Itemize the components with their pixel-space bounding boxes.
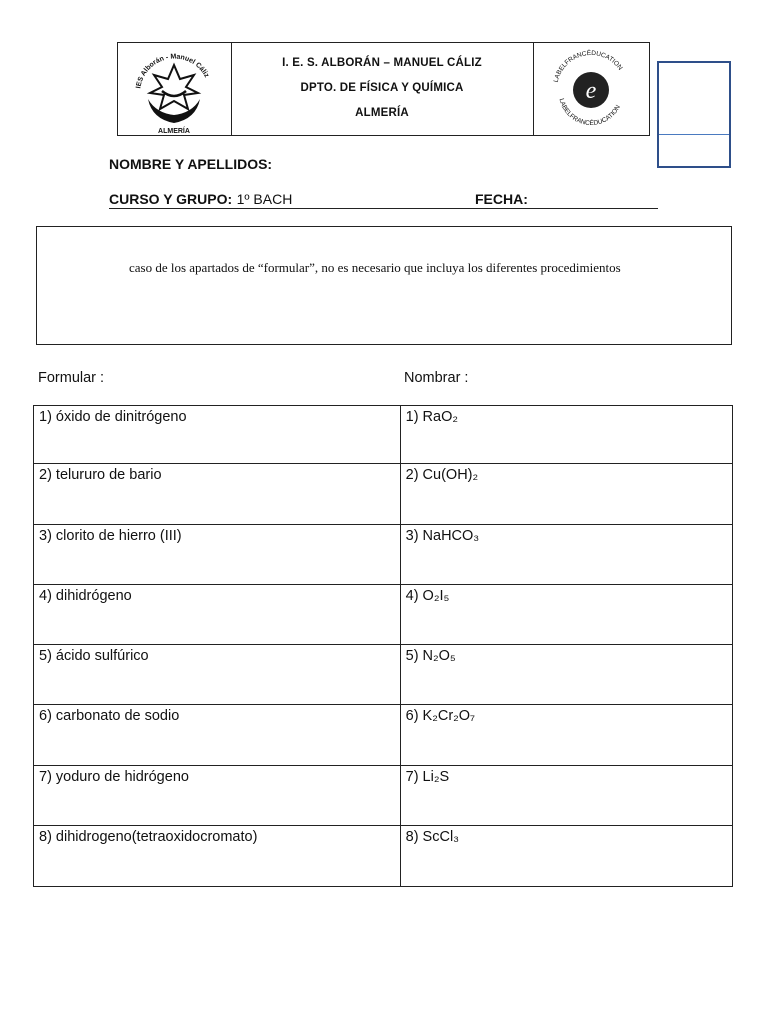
nombrar-cell[interactable]: 6) K₂Cr₂O₇	[400, 705, 732, 766]
nombrar-cell[interactable]: 4) O₂I₅	[400, 585, 732, 645]
label-logo-arc-top: LABELFRANCÉDUCATION	[552, 49, 624, 84]
school-logo-cell	[118, 43, 232, 135]
course-field	[109, 191, 292, 209]
instructions-box	[36, 226, 732, 345]
formular-cell[interactable]: 5) ácido sulfúrico	[34, 645, 401, 705]
nombrar-cell[interactable]: 5) N₂O₅	[400, 645, 732, 705]
label-logo-cell	[533, 43, 649, 135]
nombrar-cell[interactable]: 3) NaHCO₃	[400, 525, 732, 585]
grade-box[interactable]	[657, 61, 731, 168]
formular-cell[interactable]: 1) óxido de dinitrógeno	[34, 406, 401, 464]
city-name: ALMERÍA	[355, 107, 409, 119]
nombrar-cell[interactable]: 7) Li₂S	[400, 766, 732, 826]
institution-info	[231, 43, 534, 135]
school-logo-arc-text: IES Alborán - Manuel Cáliz	[135, 53, 210, 90]
nombrar-cell[interactable]: 8) ScCl₃	[400, 826, 732, 887]
table-row	[34, 525, 733, 585]
grade-box-divider	[659, 134, 729, 135]
formular-cell[interactable]: 8) dihidrogeno(tetraoxidocromato)	[34, 826, 401, 887]
institution-name: I. E. S. ALBORÁN – MANUEL CÁLIZ	[282, 57, 482, 69]
course-value: 1º BACH	[236, 191, 293, 207]
formular-cell[interactable]: 3) clorito de hierro (III)	[34, 525, 401, 585]
formular-cell[interactable]: 2) telururo de bario	[34, 464, 401, 525]
labelfrance-logo-icon	[533, 43, 649, 135]
exercise-table	[33, 405, 733, 887]
label-logo-letter: e	[585, 78, 597, 104]
instructions-text: caso de los apartados de “formular”, no es necesario que incluya los diferentes procedimientos	[129, 260, 621, 275]
course-label: CURSO Y GRUPO:	[109, 191, 233, 207]
table-row	[34, 766, 733, 826]
table-row	[34, 705, 733, 766]
school-logo-icon	[118, 43, 231, 135]
name-label: NOMBRE Y APELLIDOS:	[109, 156, 273, 172]
date-label: FECHA:	[475, 191, 528, 207]
nombrar-heading: Nombrar :	[404, 370, 469, 386]
svg-text:IES Alborán - Manuel Cáliz	[135, 53, 210, 89]
table-row	[34, 645, 733, 705]
course-underline	[109, 208, 658, 209]
table-row	[34, 406, 733, 464]
table-row	[34, 585, 733, 645]
nombrar-cell[interactable]: 2) Cu(OH)₂	[400, 464, 732, 525]
department-name: DPTO. DE FÍSICA Y QUÍMICA	[300, 82, 464, 94]
formular-cell[interactable]: 6) carbonato de sodio	[34, 705, 401, 766]
nombrar-cell[interactable]: 1) RaO₂	[400, 406, 732, 464]
label-logo-arc-bottom: LABELFRANCÉDUCATION	[557, 97, 622, 128]
formular-heading: Formular :	[38, 370, 105, 386]
table-row	[34, 464, 733, 525]
table-row	[34, 826, 733, 887]
school-logo-bottom-text: ALMERÍA	[158, 128, 190, 135]
formular-cell[interactable]: 4) dihidrógeno	[34, 585, 401, 645]
header-table	[117, 42, 650, 136]
formular-cell[interactable]: 7) yoduro de hidrógeno	[34, 766, 401, 826]
